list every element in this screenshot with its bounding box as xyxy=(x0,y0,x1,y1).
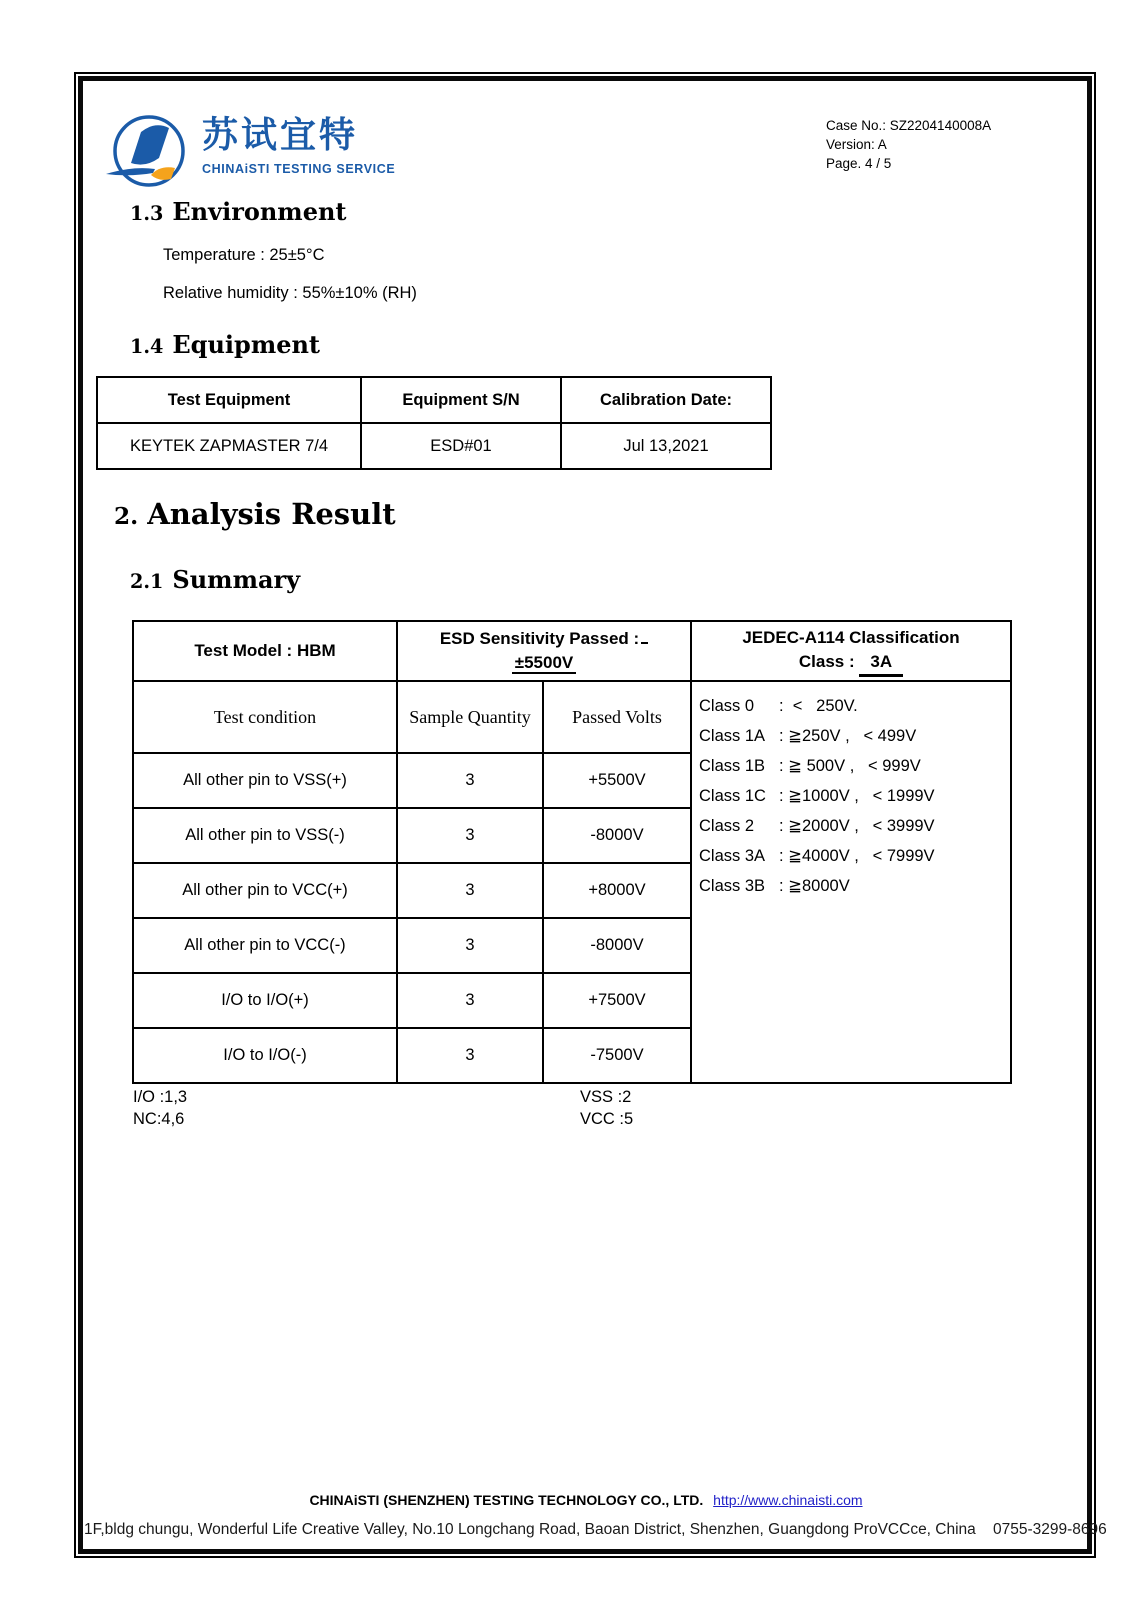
passed-volts: +8000V xyxy=(543,863,691,918)
heading-analysis-result xyxy=(114,497,396,531)
test-condition: All other pin to VCC(+) xyxy=(133,863,397,918)
heading-environment-title: Environment xyxy=(172,197,347,226)
case-number: Case No.: SZ2204140008A xyxy=(826,118,992,133)
heading-environment xyxy=(130,197,347,226)
company-logo xyxy=(102,110,395,199)
heading-analysis-number: 2. xyxy=(114,503,139,530)
footer-company-line xyxy=(84,1492,1088,1508)
sample-quantity: 3 xyxy=(397,863,543,918)
heading-summary-number: 2.1 xyxy=(130,570,164,593)
footer-company-name: CHINAiSTI (SHENZHEN) TESTING TECHNOLOGY CO., LTD. xyxy=(309,1492,704,1508)
class-line: Class 1B : ≧ 500V , < 999V xyxy=(699,757,921,775)
equipment-header-calibration-date: Calibration Date: xyxy=(561,377,771,423)
sample-quantity: 3 xyxy=(397,808,543,863)
note-vss-pin: VSS :2 xyxy=(580,1088,632,1106)
passed-volts: +7500V xyxy=(543,973,691,1028)
summary-table xyxy=(132,620,1012,1084)
version: Version: A xyxy=(826,137,887,152)
logo-subtitle: CHINAiSTI TESTING SERVICE xyxy=(202,162,396,176)
pin-notes-left xyxy=(133,1086,187,1130)
equipment-table xyxy=(96,376,772,470)
summary-esd-header xyxy=(397,621,691,681)
heading-environment-number: 1.3 xyxy=(130,202,164,225)
column-header-test-condition: Test condition xyxy=(133,681,397,753)
sample-quantity: 3 xyxy=(397,918,543,973)
class-line: Class 2 : ≧2000V , < 3999V xyxy=(699,817,935,835)
passed-volts: -8000V xyxy=(543,918,691,973)
equipment-header-serial: Equipment S/N xyxy=(361,377,561,423)
test-condition: All other pin to VSS(-) xyxy=(133,808,397,863)
heading-summary-title: Summary xyxy=(172,565,301,594)
summary-subheader-row xyxy=(133,681,1011,753)
class-line: Class 3A : ≧4000V , < 7999V xyxy=(699,847,935,865)
passed-volts: +5500V xyxy=(543,753,691,808)
humidity-line: Relative humidity : 55%±10% (RH) xyxy=(163,284,417,302)
logo-text xyxy=(202,110,395,176)
equipment-data-row xyxy=(97,423,771,469)
jedec-classification-label: JEDEC-A114 Classification xyxy=(742,627,960,647)
equipment-name: KEYTEK ZAPMASTER 7/4 xyxy=(97,423,361,469)
jedec-class-label: Class : xyxy=(798,651,855,671)
summary-test-model: Test Model : HBM xyxy=(133,621,397,681)
equipment-serial: ESD#01 xyxy=(361,423,561,469)
column-header-passed-volts: Passed Volts xyxy=(543,681,691,753)
temperature-line: Temperature : 25±5°C xyxy=(163,246,325,264)
test-condition: All other pin to VCC(-) xyxy=(133,918,397,973)
heading-equipment-number: 1.4 xyxy=(130,335,164,358)
passed-volts: -8000V xyxy=(543,808,691,863)
note-io-pins: I/O :1,3 xyxy=(133,1088,188,1106)
summary-header-row xyxy=(133,621,1011,681)
column-header-sample-quantity: Sample Quantity xyxy=(397,681,543,753)
sample-quantity: 3 xyxy=(397,753,543,808)
pin-notes-right xyxy=(580,1086,633,1130)
footer-address: 1F,bldg chungu, Wonderful Life Creative Valley, No.10 Longchang Road, Baoan District, Shenzhen, Guangdong ProVCCce, China 0755-3299-8696 xyxy=(84,1521,1107,1538)
class-line: Class 1A : ≧250V , < 499V xyxy=(699,727,917,745)
equipment-header-test-equipment: Test Equipment xyxy=(97,377,361,423)
class-line: Class 3B : ≧8000V xyxy=(699,877,850,895)
heading-equipment-title: Equipment xyxy=(172,330,321,359)
test-condition: All other pin to VSS(+) xyxy=(133,753,397,808)
heading-summary xyxy=(130,565,300,594)
note-vcc-pin: VCC :5 xyxy=(580,1110,634,1128)
sample-quantity: 3 xyxy=(397,1028,543,1083)
logo-chinese-name: 苏试宜特 xyxy=(202,115,359,156)
heading-equipment xyxy=(130,330,320,359)
jedec-classification-cell xyxy=(691,681,1011,1083)
jedec-class-value: 3A xyxy=(859,650,903,677)
footer-website-link[interactable]: http://www.chinaisti.com xyxy=(713,1492,863,1508)
heading-analysis-title: Analysis Result xyxy=(147,497,396,531)
test-condition: I/O to I/O(+) xyxy=(133,973,397,1028)
note-nc-pins: NC:4,6 xyxy=(133,1110,185,1128)
sample-quantity: 3 xyxy=(397,973,543,1028)
equipment-header-row xyxy=(97,377,771,423)
class-line: Class 1C : ≧1000V , < 1999V xyxy=(699,787,935,805)
summary-jedec-header xyxy=(691,621,1011,681)
class-line: Class 0 : < 250V. xyxy=(699,697,858,715)
page-number: Page. 4 / 5 xyxy=(826,156,892,171)
esd-sensitivity-label: ESD Sensitivity Passed : xyxy=(439,629,640,648)
equipment-calibration-date: Jul 13,2021 xyxy=(561,423,771,469)
logo-globe-icon xyxy=(102,110,192,199)
underscore-mark xyxy=(641,630,648,644)
passed-volts: -7500V xyxy=(543,1028,691,1083)
test-condition: I/O to I/O(-) xyxy=(133,1028,397,1083)
case-info xyxy=(826,116,991,173)
esd-sensitivity-value: ±5500V xyxy=(512,653,577,674)
